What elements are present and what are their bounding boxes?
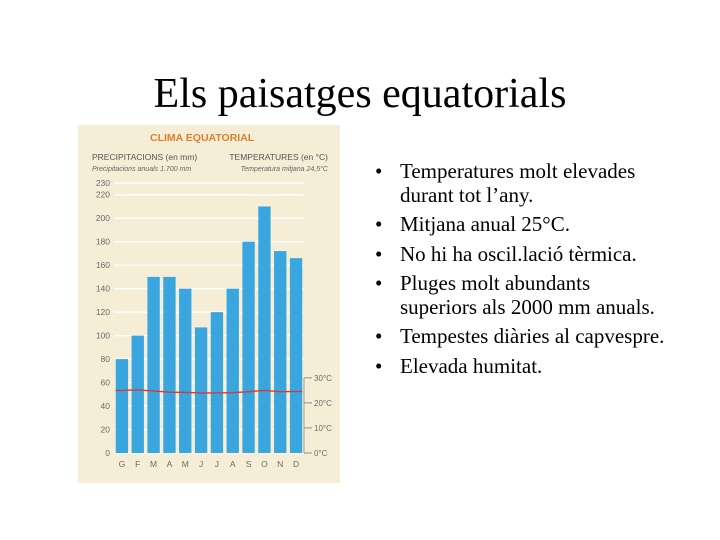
month-label: G: [118, 459, 126, 469]
right-tick-label: 20°C: [314, 398, 332, 408]
bullet-text: Mitjana anual 25°C.: [400, 212, 570, 236]
bullet-text: Temperatures molt elevades durant tot l’any.: [400, 159, 636, 207]
bullet-dot: •: [375, 212, 383, 236]
bullet-text: Tempestes diàries al capvespre.: [400, 324, 665, 348]
chart-title: CLIMA EQUATORIAL: [150, 132, 255, 144]
left-tick-label: 220: [95, 189, 110, 200]
bullet-text: No hi ha oscil.lació tèrmica.: [400, 241, 637, 266]
precipitation-bar: [258, 206, 270, 453]
bullet-text: Pluges molt abundants superiors als 2000 mm anuals.: [400, 271, 655, 319]
month-label: M: [181, 459, 189, 469]
right-tick-label: 10°C: [314, 423, 332, 433]
right-axis-header: TEMPERATURES (en °C): [229, 152, 328, 162]
precipitation-bar: [163, 277, 175, 453]
bullet-dot: •: [375, 241, 383, 266]
month-label: F: [135, 459, 141, 469]
month-label: N: [277, 459, 284, 469]
left-tick-label: 100: [95, 330, 110, 341]
month-label: S: [245, 459, 252, 469]
bullet-item: [375, 355, 665, 379]
right-axis-subheader: Temperatura mitjana 24,5°C: [240, 166, 328, 173]
month-label: J: [214, 459, 220, 469]
bullet-text: Elevada humitat.: [400, 353, 543, 378]
bullet-item: [375, 325, 665, 349]
bullet-dot: •: [375, 271, 383, 295]
left-tick-label: 0: [105, 448, 110, 458]
climate-chart-svg: [78, 125, 340, 483]
precipitation-bar: [227, 289, 239, 453]
precipitation-bar: [274, 251, 286, 453]
precipitation-bar: [147, 277, 159, 453]
precipitation-bar: [116, 359, 128, 453]
bullet-dot: •: [375, 353, 383, 378]
bullet-item: [375, 160, 665, 207]
left-tick-label: 20: [100, 424, 110, 435]
left-tick-label: 140: [95, 283, 110, 294]
left-tick-label: 230: [95, 178, 110, 188]
precipitation-bar: [195, 327, 207, 453]
left-tick-label: 120: [95, 307, 110, 318]
left-tick-label: 200: [95, 213, 110, 224]
bullet-item: [375, 243, 665, 267]
month-label: J: [198, 459, 204, 469]
right-tick-label: 30°C: [314, 373, 332, 383]
month-label: O: [261, 459, 268, 469]
bullet-list: [375, 160, 665, 384]
left-tick-label: 40: [100, 401, 110, 412]
left-tick-label: 160: [95, 260, 110, 271]
left-tick-label: 80: [100, 354, 110, 365]
slide-title: Els paisatges equatorials: [153, 71, 567, 117]
month-label: D: [293, 459, 300, 469]
left-tick-label: 60: [100, 377, 110, 388]
bullet-item: [375, 272, 665, 319]
climate-chart: [78, 125, 340, 483]
right-tick-label: 0°C: [314, 449, 328, 458]
left-axis-subheader: Precipitacions anuals 1.700 mm: [92, 166, 192, 173]
bullet-item: [375, 213, 665, 237]
month-label: M: [150, 459, 158, 469]
bullet-dot: •: [375, 159, 383, 183]
precipitation-bar: [132, 336, 144, 453]
left-tick-label: 180: [95, 236, 110, 247]
precipitation-bar: [242, 242, 254, 453]
left-axis-header: PRECIPITACIONS (en mm): [92, 152, 198, 162]
bullet-dot: •: [375, 324, 383, 348]
precipitation-bar: [290, 258, 302, 453]
precipitation-bar: [179, 289, 191, 453]
month-label: A: [166, 459, 173, 469]
precipitation-bar: [211, 312, 223, 453]
month-label: A: [229, 459, 236, 469]
